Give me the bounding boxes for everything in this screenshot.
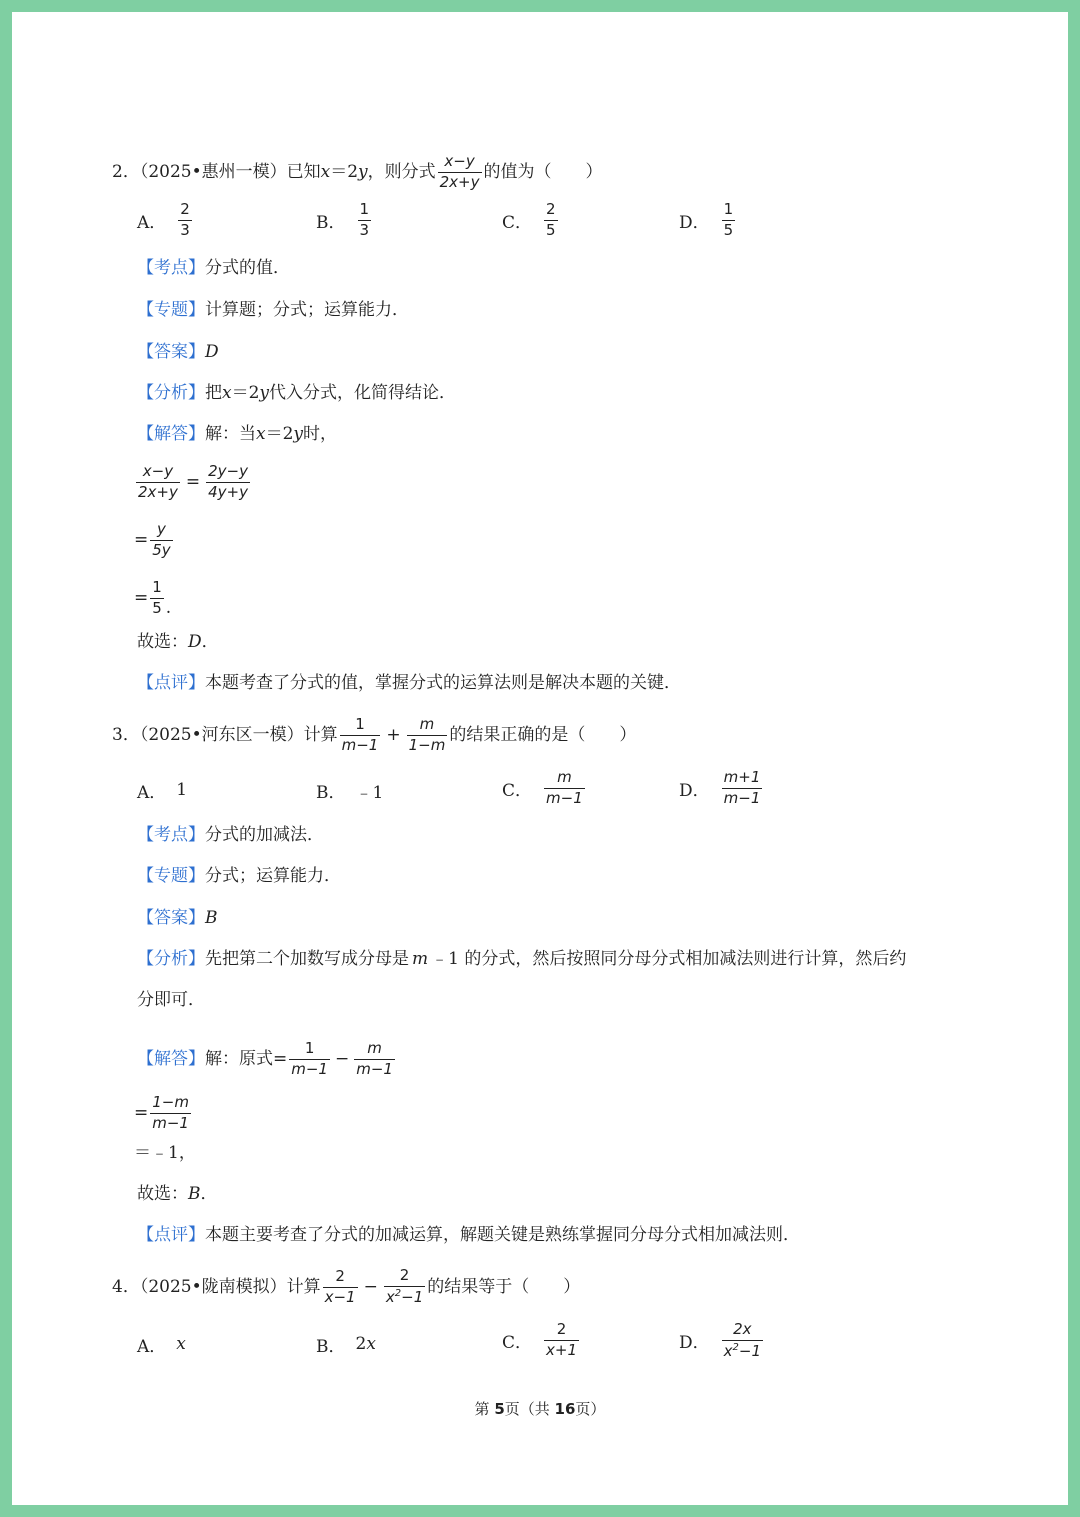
jieda-tag: 【解答】	[137, 1048, 205, 1069]
guxuan-answer: D	[188, 632, 202, 652]
period: ．	[201, 632, 219, 652]
jieda-text2: 时，	[303, 424, 338, 444]
frac-denominator: m−1	[723, 788, 761, 807]
q3-step3	[134, 1145, 196, 1162]
plus-sign: +	[386, 724, 401, 745]
option-value: ﹣1	[355, 782, 384, 803]
q2-answer	[137, 344, 219, 361]
q4-stem-text2: 的结果等于（ ）	[427, 1276, 581, 1297]
frac-denominator: m−1	[356, 1059, 393, 1078]
q3-option-d	[679, 770, 764, 807]
frac-denominator	[722, 1340, 763, 1360]
equals-sign: =	[134, 529, 149, 550]
frac-numerator: x−y	[142, 462, 174, 480]
frac-numerator: 2	[546, 200, 556, 218]
kaodian-text: 分式的加减法．	[205, 825, 324, 845]
fenxi-tag: 【分析】	[137, 949, 205, 969]
option-fraction	[722, 770, 763, 807]
option-label: D．	[679, 1333, 710, 1354]
step-fraction	[289, 1038, 330, 1078]
q3-dianping	[137, 1227, 800, 1244]
dianping-text: 本题主要考查了分式的加减运算，解题关键是熟练掌握同分母分式相加减法则．	[205, 1225, 800, 1245]
q3-fenxi-cont	[137, 992, 205, 1009]
option-label: A．	[137, 212, 167, 233]
frac-denominator: 2x+y	[138, 482, 178, 501]
option-label: C．	[502, 212, 533, 233]
frac-denominator: 5	[546, 220, 556, 239]
option-fraction	[358, 202, 372, 239]
frac-numerator: 1−m	[152, 1093, 189, 1111]
q2-var-y: y	[358, 161, 368, 182]
step-fraction	[206, 464, 250, 501]
frac-denominator: 5	[152, 598, 162, 617]
step-fraction	[150, 522, 172, 559]
q2-dianping	[137, 675, 681, 692]
option-fraction	[544, 770, 585, 807]
q2-fraction	[438, 151, 482, 191]
frac-numerator: 2x	[733, 1320, 752, 1338]
frac-denominator: 3	[359, 220, 370, 239]
q2-step3	[134, 580, 171, 617]
footer-text2: 页（共	[504, 1400, 555, 1418]
option-label: B．	[316, 212, 346, 233]
jieda-var-y: y	[293, 424, 304, 444]
frac-numerator: 2	[335, 1266, 345, 1285]
guxuan-answer: B	[188, 1184, 201, 1204]
q4-option-c	[502, 1322, 581, 1359]
option-value: x	[176, 1334, 186, 1354]
den-var: x	[723, 1341, 733, 1360]
q2-stem-text2: ，则分式	[367, 161, 436, 182]
fenxi-var-x: x	[222, 383, 232, 403]
kaodian-tag: 【考点】	[137, 825, 205, 845]
option-label: D．	[679, 780, 710, 801]
fenxi-text2: ﹣1 的分式，然后按照同分母分式相加减法则进行计算，然后约	[431, 949, 907, 969]
den-exponent: 2	[394, 1288, 402, 1299]
option-label: C．	[502, 780, 533, 801]
frac-numerator: 1	[152, 578, 162, 596]
frac-numerator: 2	[556, 1320, 567, 1338]
frac-denominator: 3	[180, 220, 190, 239]
option-fraction	[722, 202, 736, 239]
q3-fenxi	[137, 951, 906, 968]
frac-numerator: 2	[180, 200, 190, 218]
frac-denominator: m−1	[341, 735, 379, 754]
q2-zhuanti	[137, 302, 409, 319]
frac-numerator: m	[557, 768, 572, 786]
frac-denominator: m−1	[546, 788, 583, 807]
fenxi-text: 把	[205, 383, 222, 403]
frac-denominator: m−1	[291, 1059, 328, 1078]
answer-tag: 【答案】	[137, 908, 205, 928]
q2-guxuan	[137, 634, 219, 651]
q4-option-d	[679, 1322, 765, 1360]
jieda-text: 解：当	[205, 424, 256, 444]
kaodian-text: 分式的值．	[205, 258, 290, 278]
q2-option-b	[316, 202, 373, 239]
period: .	[165, 597, 172, 618]
zhuanti-text: 计算题；分式；运算能力．	[205, 300, 409, 320]
footer-text: 第	[474, 1400, 495, 1418]
q2-jieda	[137, 426, 337, 443]
document-page	[12, 12, 1068, 1505]
frac-numerator: 2y−y	[208, 462, 248, 480]
q2-step1	[134, 464, 252, 501]
zhuanti-text: 分式；运算能力．	[205, 866, 341, 886]
option-label: C．	[502, 1332, 533, 1353]
frac-numerator: m	[419, 714, 435, 733]
period: ．	[200, 1184, 218, 1204]
q3-stem-text2: 的结果正确的是（ ）	[449, 724, 637, 745]
option-label: D．	[679, 212, 710, 233]
step-fraction	[150, 1095, 191, 1132]
q3-fraction-2	[407, 714, 448, 754]
q3-option-c	[502, 770, 587, 807]
answer-tag: 【答案】	[137, 342, 205, 362]
jieda-tag: 【解答】	[137, 424, 205, 444]
page-number: 5	[494, 1400, 505, 1418]
fenxi-var-m: m	[412, 949, 429, 969]
fenxi-text2: 代入分式，化简得结论．	[269, 383, 457, 403]
q3-guxuan	[137, 1186, 218, 1203]
q3-stem-text: 3．（2025•河东区一模）计算	[112, 724, 338, 745]
frac-numerator: x−y	[444, 151, 475, 170]
den-rest: −1	[738, 1341, 762, 1360]
q3-option-a	[137, 778, 187, 802]
q3-zhuanti	[137, 868, 341, 885]
frac-denominator: 2x+y	[439, 172, 480, 191]
q3-kaodian	[137, 827, 324, 844]
jieda-text: 解：原式=	[205, 1048, 288, 1069]
dianping-text: 本题考查了分式的值，掌握分式的运算法则是解决本题的关键．	[205, 673, 681, 693]
frac-denominator: 5	[723, 220, 734, 239]
jieda-var-x: x	[256, 424, 266, 444]
footer-text3: 页）	[575, 1400, 606, 1418]
q4-stem-text: 4．（2025•陇南模拟）计算	[112, 1276, 321, 1297]
frac-numerator: y	[157, 520, 166, 538]
q2-option-d	[679, 202, 737, 239]
den-var: x	[385, 1288, 395, 1306]
frac-numerator: 1	[723, 200, 734, 218]
option-label: A．	[137, 1336, 167, 1357]
jieda-eq: ＝2	[265, 424, 294, 444]
q2-stem-text3: 的值为（ ）	[483, 161, 603, 182]
frac-numerator: m	[367, 1038, 382, 1057]
q2-eq: ＝2	[330, 161, 359, 182]
step-fraction	[354, 1038, 395, 1078]
frac-denominator: 4y+y	[208, 482, 248, 501]
equals-sign: =	[134, 1102, 149, 1123]
q4-option-a	[137, 1332, 186, 1356]
q4-option-b	[316, 1332, 376, 1356]
option-value-var: x	[366, 1334, 376, 1354]
q2-stem	[112, 152, 603, 192]
option-fraction	[178, 202, 192, 239]
q2-step2	[134, 522, 175, 559]
frac-numerator: 2	[399, 1266, 410, 1285]
option-label: B．	[316, 782, 346, 803]
frac-numerator: 1	[359, 200, 370, 218]
step-fraction	[150, 580, 164, 617]
frac-denominator: m−1	[152, 1113, 189, 1132]
q2-stem-text: 2．（2025•惠州一模）已知	[112, 161, 321, 182]
fenxi-text3: 分即可．	[137, 990, 205, 1010]
option-fraction	[544, 202, 558, 239]
zhuanti-tag: 【专题】	[137, 300, 205, 320]
option-fraction	[544, 1322, 579, 1359]
answer-text: D	[205, 342, 219, 362]
frac-numerator: m+1	[723, 768, 761, 786]
frac-denominator: 5y	[152, 540, 171, 559]
frac-numerator: 1	[355, 714, 365, 733]
equals-sign: =	[185, 471, 201, 492]
option-fraction	[722, 1322, 763, 1360]
q2-fenxi	[137, 385, 456, 402]
guxuan-text: 故选：	[137, 1184, 188, 1204]
frac-denominator: x+1	[546, 1340, 578, 1359]
frac-denominator	[384, 1286, 425, 1306]
option-label: B．	[316, 1336, 346, 1357]
step-fraction	[136, 464, 180, 501]
zhuanti-tag: 【专题】	[137, 866, 205, 886]
frac-denominator: 1−m	[408, 735, 446, 754]
dianping-tag: 【点评】	[137, 673, 205, 693]
minus-sign: −	[363, 1276, 378, 1297]
option-label: A．	[137, 782, 167, 803]
q2-option-a	[137, 202, 194, 239]
q3-jieda	[137, 1038, 397, 1080]
q4-fraction-1	[323, 1266, 358, 1306]
q4-stem	[112, 1266, 580, 1308]
minus-sign: −	[334, 1048, 350, 1069]
fenxi-text: 先把第二个加数写成分母是	[205, 949, 409, 969]
q2-option-c	[502, 202, 560, 239]
q3-fraction-1	[340, 714, 381, 754]
q2-kaodian	[137, 260, 290, 277]
dianping-tag: 【点评】	[137, 1225, 205, 1245]
kaodian-tag: 【考点】	[137, 258, 205, 278]
fenxi-tag: 【分析】	[137, 383, 205, 403]
guxuan-text: 故选：	[137, 632, 188, 652]
frac-denominator: x−1	[324, 1287, 356, 1306]
den-rest: −1	[401, 1288, 424, 1306]
q2-var-x: x	[320, 161, 331, 182]
den-exponent: 2	[732, 1341, 739, 1353]
q3-stem	[112, 714, 636, 756]
equals-sign: =	[134, 587, 149, 608]
frac-numerator: 1	[304, 1038, 315, 1057]
fenxi-eq: ＝2	[231, 383, 260, 403]
q3-option-b	[316, 778, 383, 802]
q3-step2	[134, 1095, 193, 1132]
option-value: 1	[176, 780, 188, 800]
option-value: 2	[355, 1334, 367, 1354]
answer-text: B	[205, 908, 218, 928]
q3-answer	[137, 910, 218, 927]
page-footer	[12, 1398, 1068, 1419]
step-text: ＝﹣1，	[134, 1143, 196, 1163]
fenxi-var-y: y	[259, 383, 270, 403]
q4-fraction-2	[384, 1268, 425, 1306]
page-total: 16	[554, 1400, 576, 1418]
